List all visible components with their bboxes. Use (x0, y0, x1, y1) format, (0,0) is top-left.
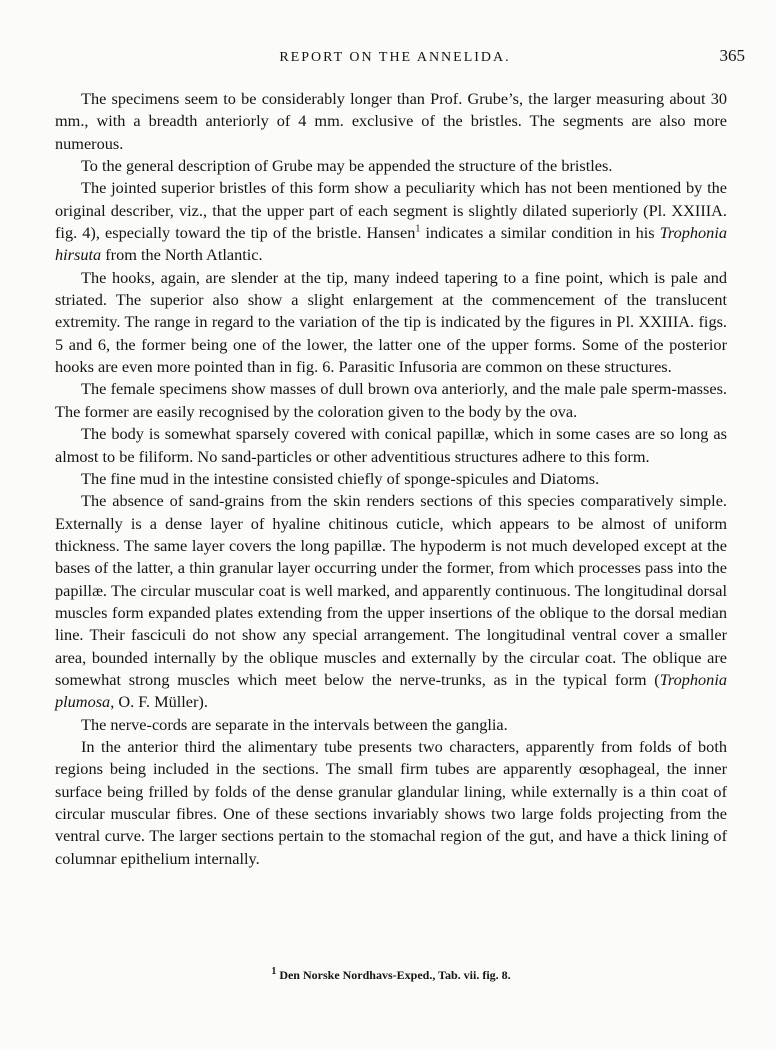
paragraph-female-specimens: The female specimens show masses of dull brown ova anteriorly, and the male pale sperm-masses. The former are easily recognised by the coloration given to the body by the ova. (55, 379, 727, 421)
paragraph-intestine-mud: The fine mud in the intestine consisted chiefly of sponge-spicules and Diatoms. (81, 468, 600, 488)
paragraph-specimens: The specimens seem to be considerably longer than Prof. Grube’s, the larger measuring about 30 mm., with a breadth anteriorly of 4 mm. exclusive of the bristles. The segments are also more numerous. (55, 89, 727, 153)
species-name-trophonia-hirsuta: Trophonia hirsuta (55, 223, 727, 265)
bristles-text-end: from the North Atlantic. (101, 245, 263, 265)
bristles-text-continued: indicates a similar condition in his (425, 223, 660, 243)
sections-text-end: , O. F. Müller). (110, 692, 208, 712)
page-header (55, 44, 745, 74)
paragraph-sections (55, 490, 727, 713)
page-number: 365 (719, 46, 745, 65)
bristles-text: The jointed superior bristles of this form show a peculiarity which has not been mentioned by the original describer, viz., that the upper part of each segment is slightly dilated superiorly (Pl. XXIIIA. fig. 4), especially toward the tip of the bristle. Hansen (55, 178, 727, 243)
paragraph-jointed-bristles (55, 177, 727, 266)
running-title: REPORT ON THE ANNELIDA. (279, 50, 511, 65)
sections-text: The absence of sand-grains from the skin renders sections of this species comparatively simple. Externally is a dense layer of hyaline chitinous cuticle, which appears to be almost of uniform thickness. The same layer covers the long papillæ. The hypoderm is not much developed except at the bases of the latter, a thin granular layer occurring under the former, from which processes pass into the papillæ. The circular muscular coat is well marked, and apparently continuous. The longitudinal dorsal muscles form expanded plates extending from the upper insertions of the oblique to the dorsal median line. Their fasciculi do not show any special arrangement. The longitudinal ventral cover a smaller area, bounded internally by the oblique muscles and externally by the circular coat. The oblique are somewhat strong muscles which meet below the nerve-trunks, as in the typical form ( (55, 491, 727, 689)
footnote-text: Den Norske Nordhavs-Exped., Tab. vii. fig. 8. (279, 968, 511, 982)
paragraph-general-description: To the general description of Grube may be appended the structure of the bristles. (81, 156, 613, 176)
footnote-reference: 1 (415, 223, 421, 235)
paragraph-alimentary-tube: In the anterior third the alimentary tube presents two characters, apparently from folds of both regions being included in the sections. The small firm tubes are apparently œsophageal, the inner surface being frilled by folds of the dense granular glandular lining, while externally is a thin coat of circular muscular fibres. One of these sections invariably shows two large folds projecting from the ventral curve. The larger sections pertain to the stomachal region of the gut, and have a thick lining of columnar epithelium internally. (55, 736, 727, 868)
paragraph-body-papillae: The body is somewhat sparsely covered with conical papillæ, which in some cases are so long as almost to be filiform. No sand-particles or other adventitious structures adhere to this form. (55, 424, 727, 466)
paragraph-hooks: The hooks, again, are slender at the tip, many indeed tapering to a fine point, which is pale and striated. The superior also show a slight enlargement at the commencement of the translucent extremity. The range in regard to the variation of the tip is indicated by the figures in Pl. XXIIIA. figs. 5 and 6, the former being one of the lower, the latter one of the upper forms. Some of the posterior hooks are even more pointed than in fig. 6. Parasitic Infusoria are common on these structures. (55, 267, 727, 377)
footnote-marker: 1 (271, 966, 277, 977)
species-name-trophonia-plumosa: Trophonia plumosa (55, 669, 727, 712)
footnote (55, 968, 727, 983)
body-text (55, 88, 727, 870)
paragraph-nerve-cords: The nerve-cords are separate in the intervals between the ganglia. (81, 714, 508, 734)
